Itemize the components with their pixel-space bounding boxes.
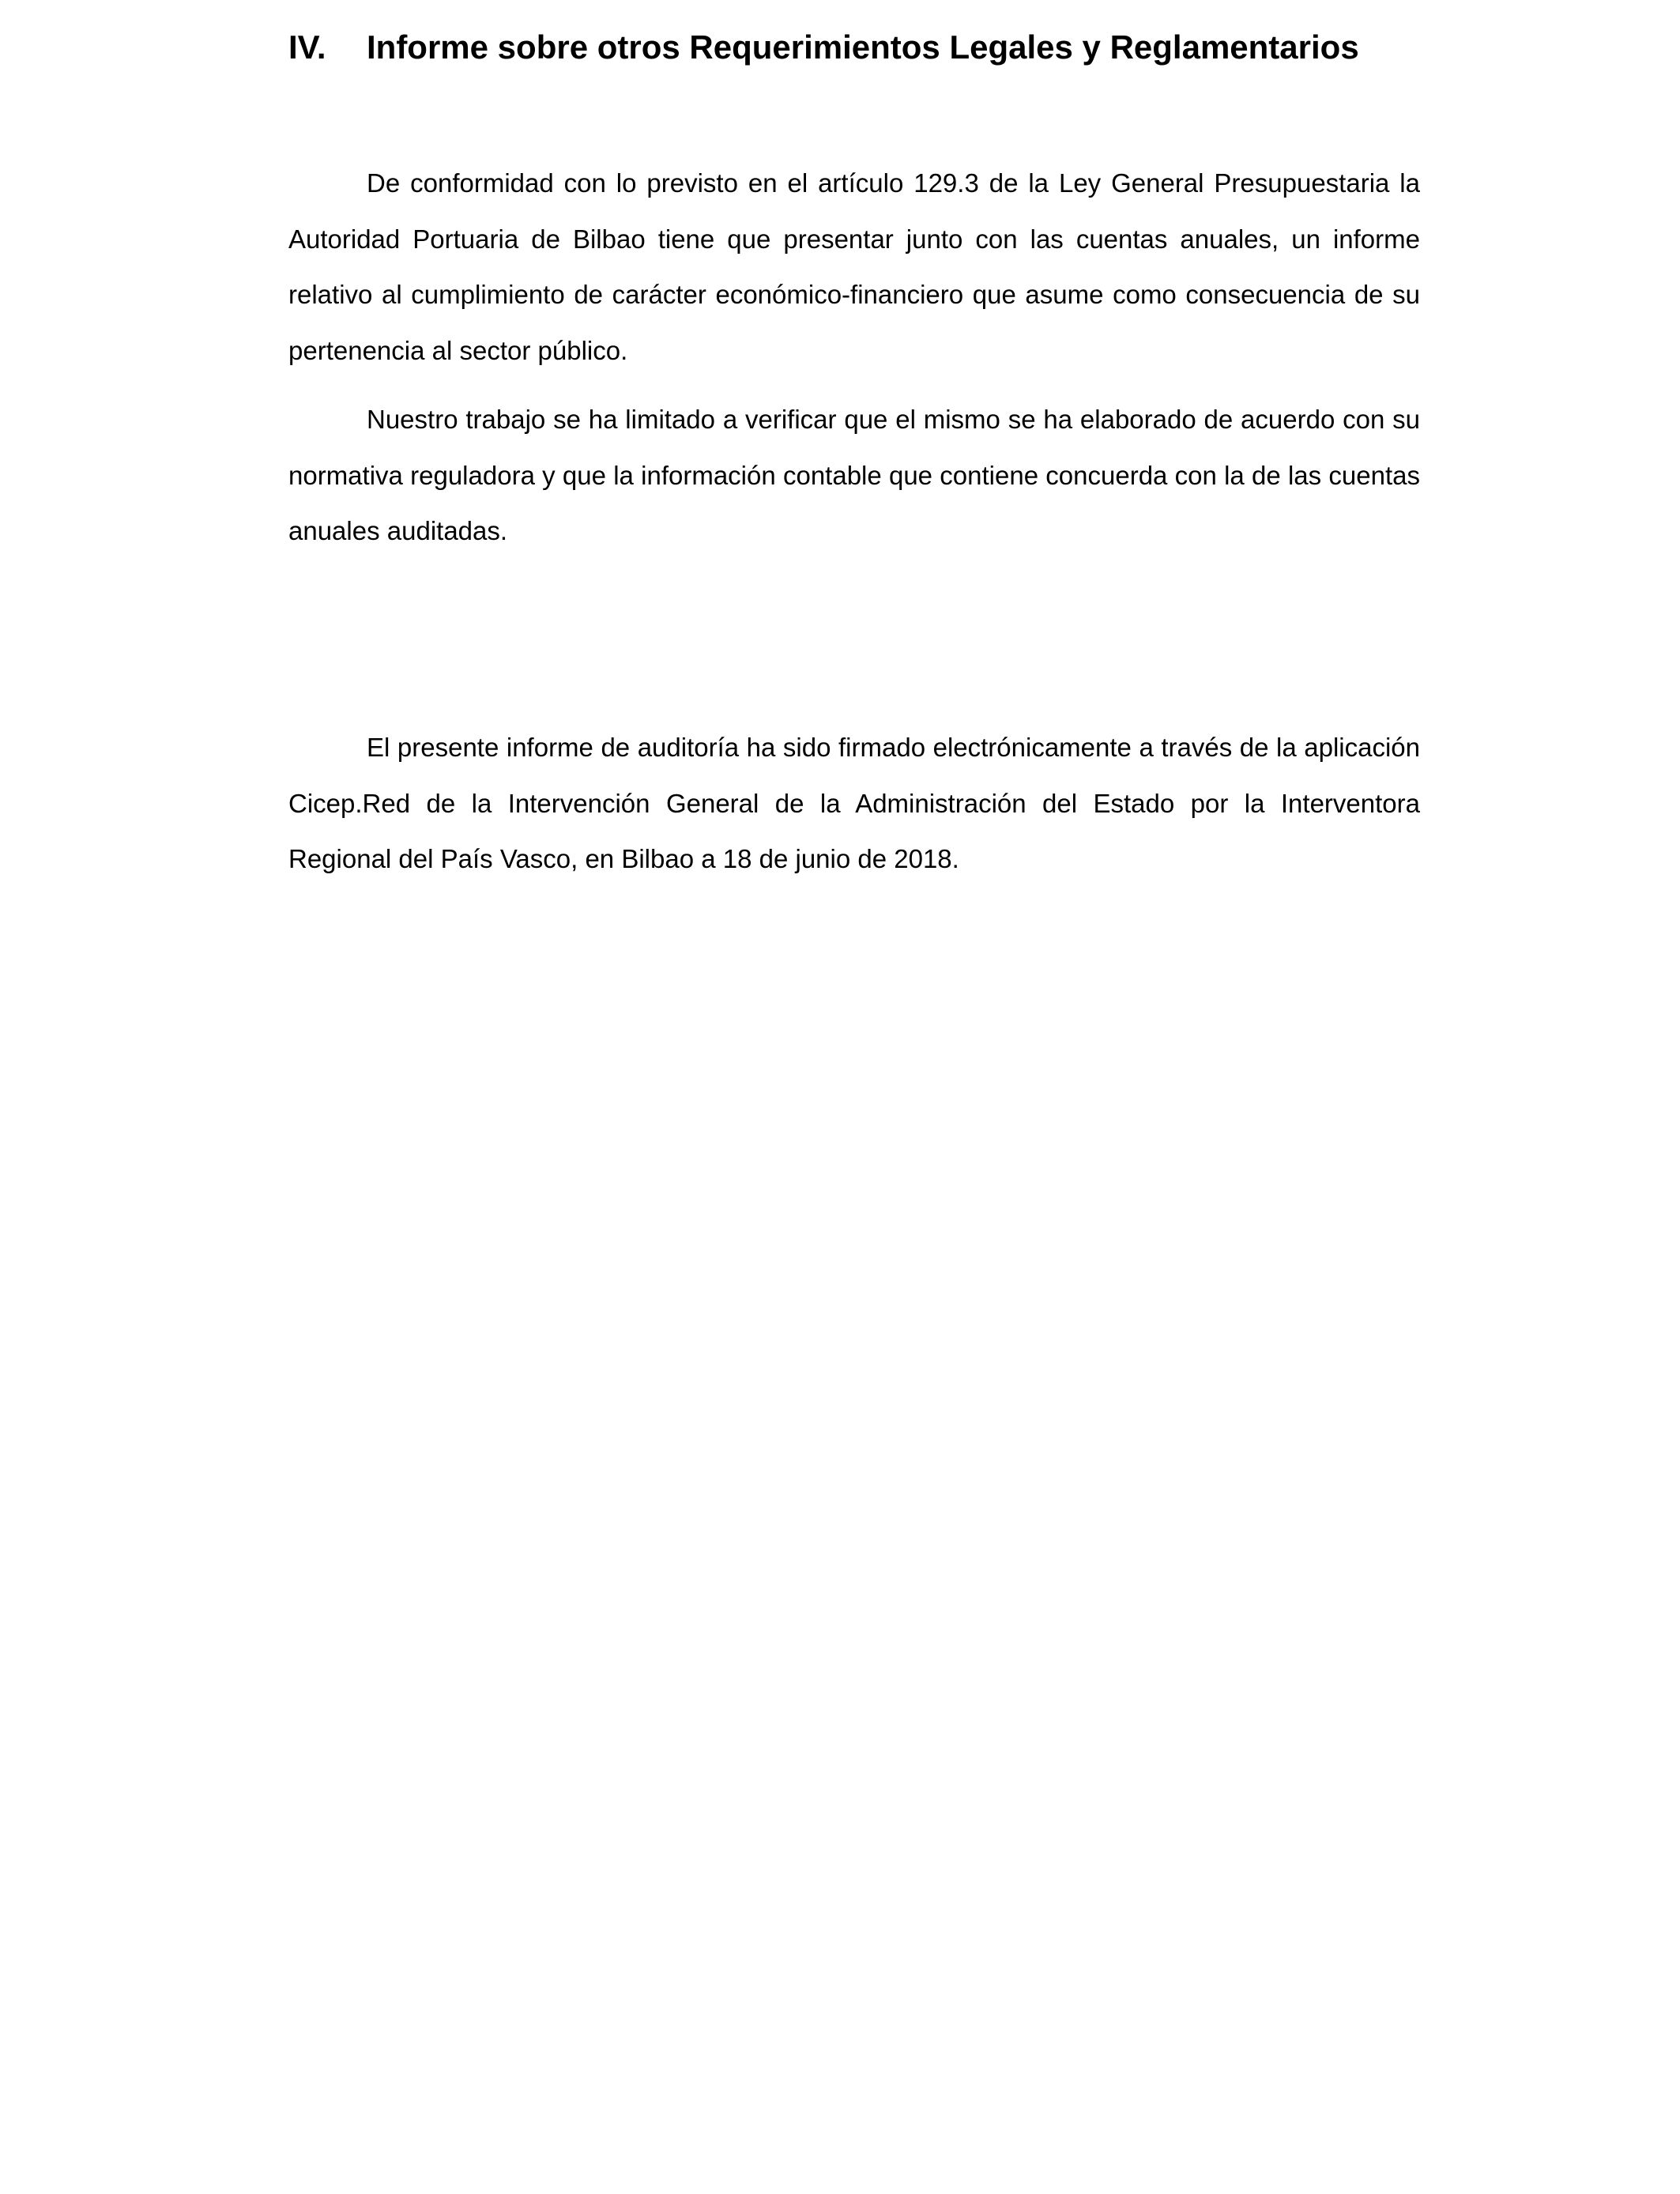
section-title: Informe sobre otros Requerimientos Legales y Reglamentarios [367,28,1359,66]
paragraph-scope-of-work: Nuestro trabajo se ha limitado a verificar que el mismo se ha elaborado de acuerdo con su normativa reguladora y que la información contable que contiene concuerda con la de las cuentas anuales auditadas. [288,405,1420,545]
paragraph-signature-statement: El presente informe de auditoría ha sido firmado electrónicamente a través de la aplicación Cicep.Red de la Intervención General de la Administración del Estado por la Interventora Regional del País Vasco, en Bilbao a 18 de junio de 2018. [288,733,1420,873]
section-number: IV. [288,28,326,66]
paragraph-legal-requirement: De conformidad con lo previsto en el artículo 129.3 de la Ley General Presupuestaria la Autoridad Portuaria de Bilbao tiene que presentar junto con las cuentas anuales, un informe relativo al cumplimiento de carácter económico-financiero que asume como consecuencia de su pertenencia al sector público. [288,168,1420,365]
section-heading [288,22,1420,73]
